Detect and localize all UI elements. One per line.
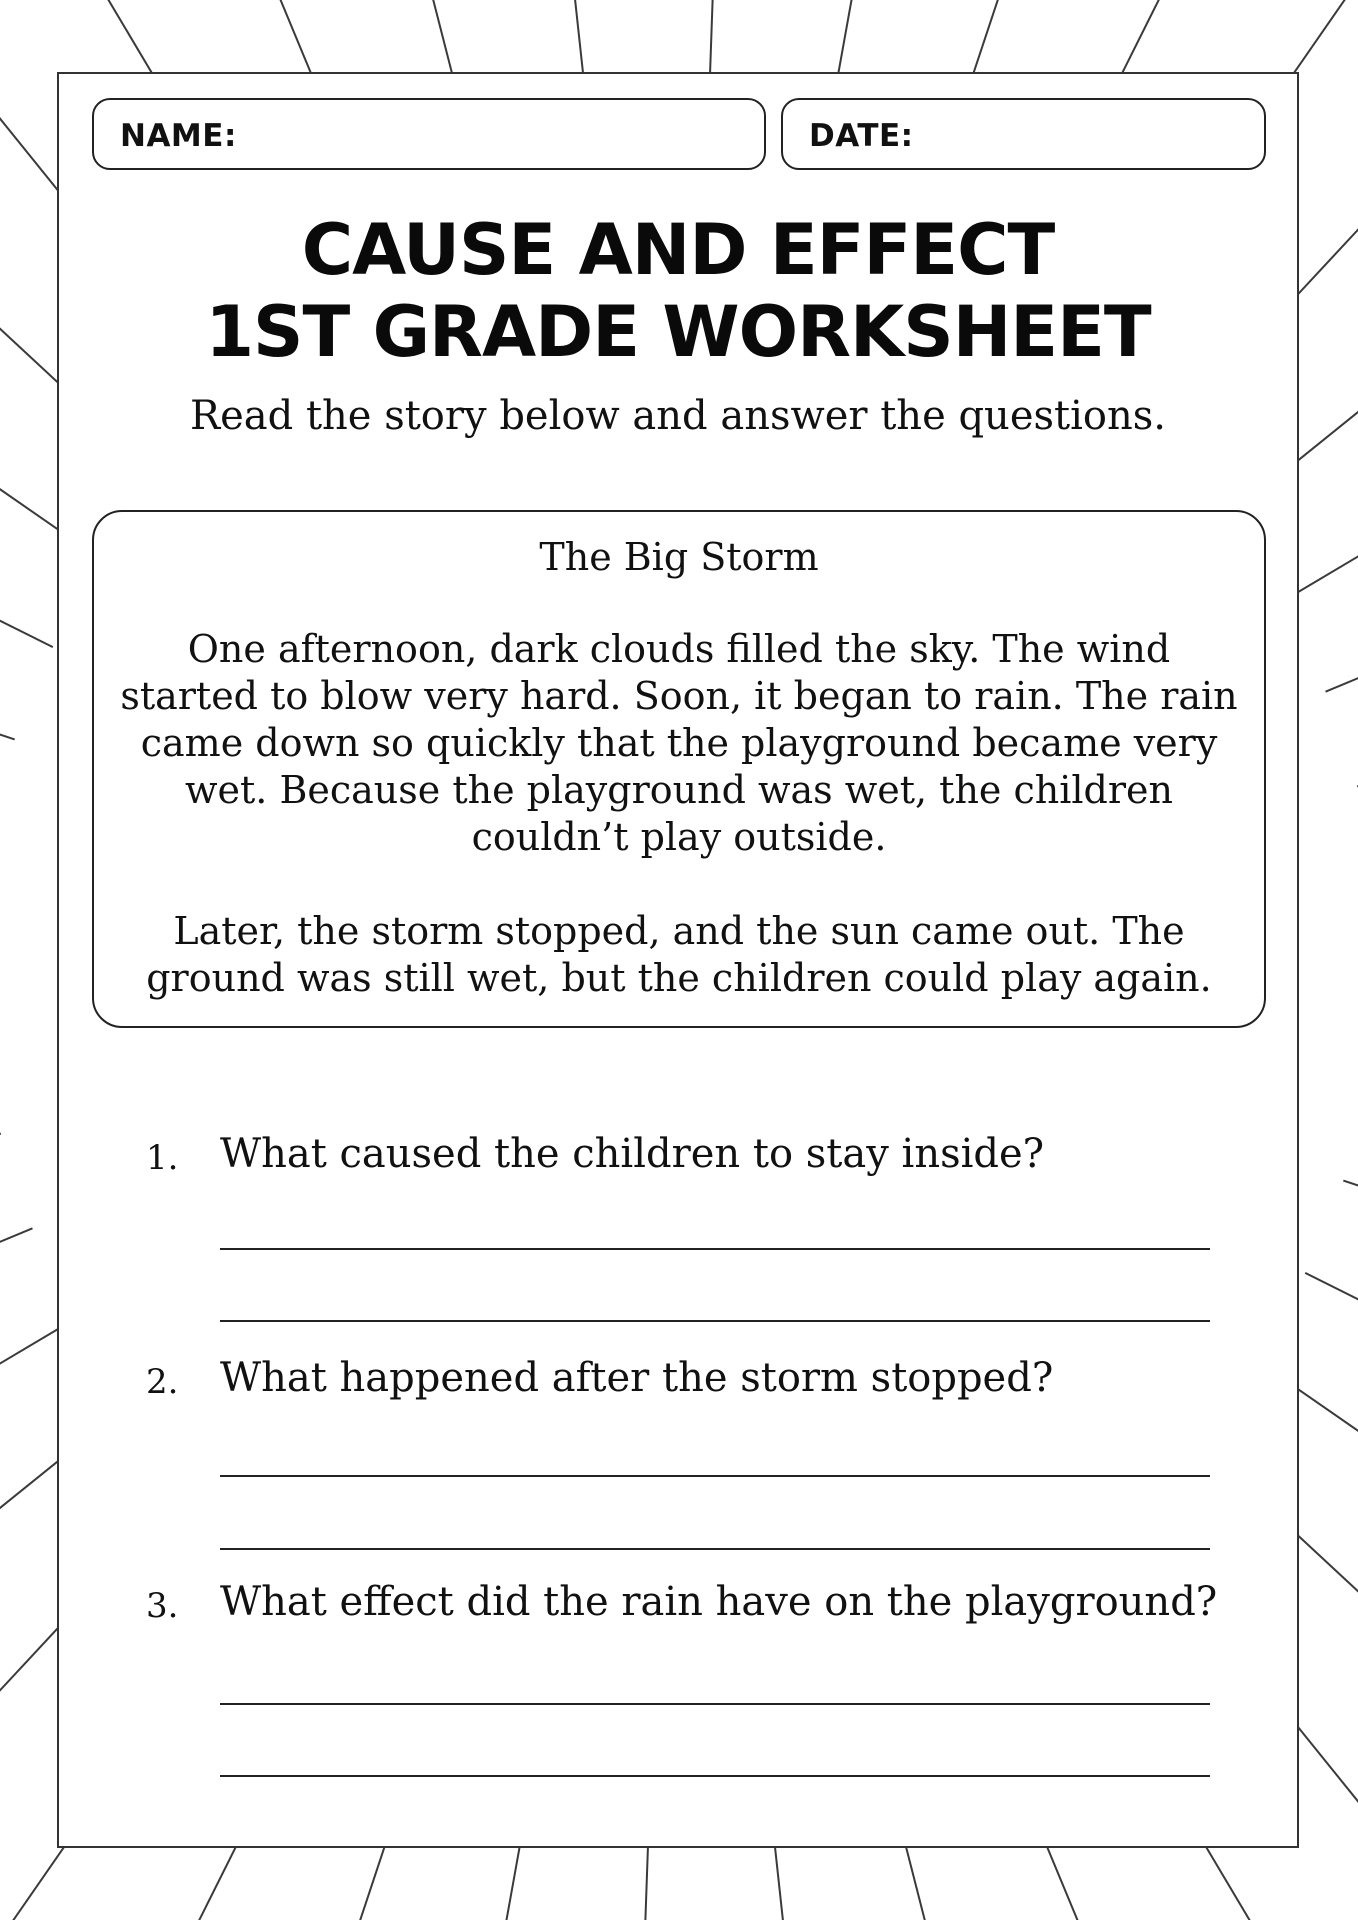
name-label: NAME: <box>120 118 237 154</box>
answer-line-1b[interactable] <box>220 1320 1210 1322</box>
sunburst-ray <box>0 1134 1 1332</box>
sunburst-ray <box>1305 1273 1358 1631</box>
story-box <box>92 510 1266 1028</box>
sunburst-ray <box>1343 1181 1358 1433</box>
name-field[interactable] <box>92 98 766 170</box>
story-paragraph-1: One afternoon, dark clouds filled the sky. The wind started to blow very hard. Soon, it began to rain. The rain came down so quickly that the playground became very wet. Because the playground was wet, the children couldn’t play outside. <box>120 627 1238 859</box>
story-paragraph-2: Later, the storm stopped, and the sun came out. The ground was still wet, but the children could play again. <box>146 909 1212 1000</box>
answer-line-2b[interactable] <box>220 1548 1210 1550</box>
sunburst-ray <box>0 1228 32 1535</box>
answer-line-3a[interactable] <box>220 1703 1210 1705</box>
sunburst-ray <box>0 487 15 739</box>
answer-line-3b[interactable] <box>220 1775 1210 1777</box>
instructions: Read the story below and answer the questions. <box>190 393 1166 439</box>
question-1-text: What caused the children to stay inside? <box>220 1131 1045 1177</box>
question-2-number: 2. <box>146 1362 179 1402</box>
question-2-text: What happened after the storm stopped? <box>220 1355 1054 1401</box>
worksheet-title-line2: 1ST GRADE WORKSHEET <box>205 291 1151 373</box>
question-3-number: 3. <box>146 1586 179 1626</box>
worksheet-title-line1: CAUSE AND EFFECT <box>301 209 1055 291</box>
date-label: DATE: <box>809 118 914 154</box>
date-field[interactable] <box>781 98 1266 170</box>
story-title: The Big Storm <box>539 535 819 579</box>
sunburst-ray <box>1326 385 1358 692</box>
answer-line-2a[interactable] <box>220 1475 1210 1477</box>
sunburst-ray <box>0 290 53 648</box>
question-1-number: 1. <box>146 1138 179 1178</box>
answer-line-1a[interactable] <box>220 1248 1210 1250</box>
question-3-text: What effect did the rain have on the playground? <box>220 1579 1218 1625</box>
